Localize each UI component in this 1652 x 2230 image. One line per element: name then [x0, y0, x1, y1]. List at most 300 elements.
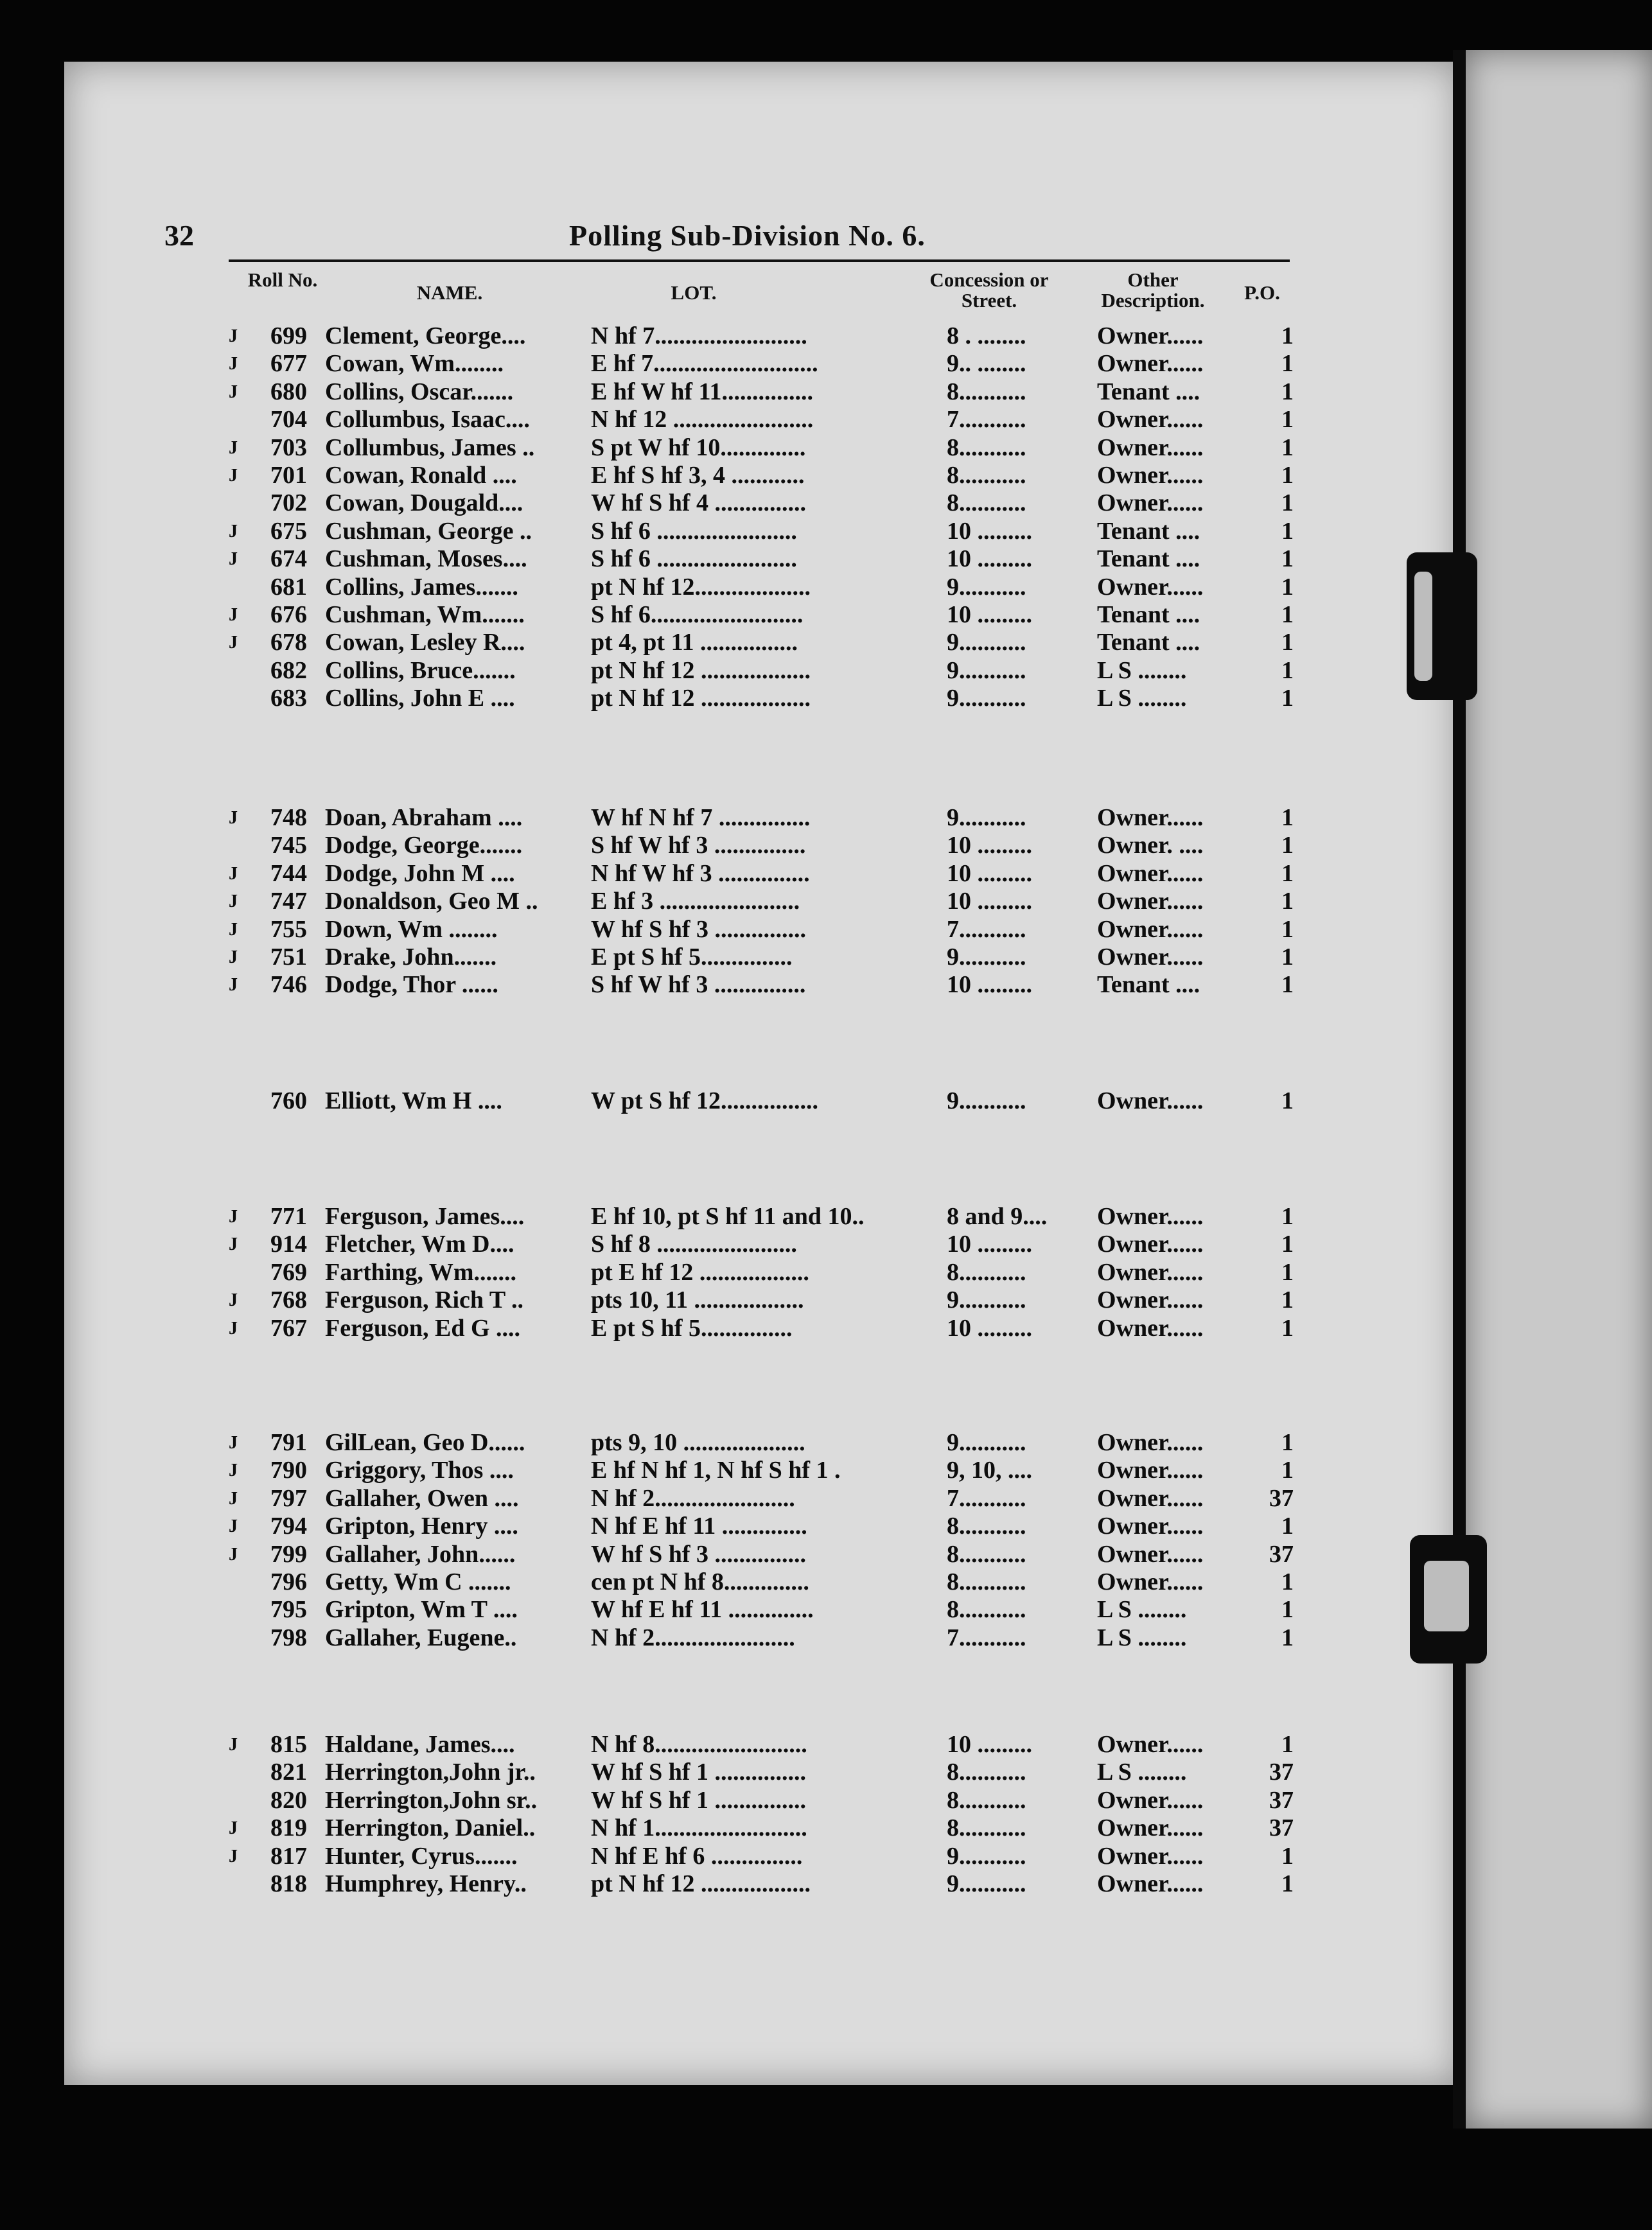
lot-description: N hf E hf 6 ............... — [591, 1842, 803, 1870]
concession: 8........... — [947, 1540, 1026, 1568]
post-office: 1 — [1281, 350, 1294, 378]
table-row — [229, 1870, 1295, 1898]
roll-number: 818 — [270, 1870, 307, 1897]
roll-flag: J — [229, 975, 238, 996]
voter-name: Drake, John....... — [325, 944, 497, 970]
post-office: 1 — [1281, 656, 1294, 684]
voter-name: Haldane, James.... — [325, 1731, 515, 1758]
lot-description: E pt S hf 5............... — [591, 1314, 793, 1342]
roll-number: 794 — [270, 1513, 307, 1540]
concession: 7........... — [947, 1484, 1026, 1512]
post-office: 37 — [1269, 1786, 1294, 1814]
concession: 7........... — [947, 915, 1026, 943]
col-lot-header: LOT. — [671, 281, 717, 304]
lot-description: W hf E hf 11 .............. — [591, 1596, 814, 1624]
roll-flag: J — [229, 808, 238, 828]
lot-description: N hf 1......................... — [591, 1814, 807, 1842]
other-description: L S ........ — [1097, 1759, 1187, 1786]
concession: 10 ......... — [947, 517, 1032, 545]
roll-flag: J — [229, 1318, 238, 1339]
roll-number: 745 — [270, 832, 307, 859]
roll-flag: J — [229, 1207, 238, 1227]
post-office: 1 — [1281, 601, 1294, 628]
roll-flag: J — [229, 437, 238, 458]
post-office: 1 — [1281, 378, 1294, 405]
lot-description: N hf 7......................... — [591, 322, 807, 349]
col-description-header: Other Description. — [1101, 268, 1205, 312]
voter-name: Griggory, Thos .... — [325, 1457, 514, 1484]
lot-description: W hf S hf 1 ............... — [591, 1759, 807, 1786]
roll-flag: J — [229, 382, 238, 402]
concession: 10 ......... — [947, 1314, 1032, 1342]
voter-name: Cushman, George .. — [325, 517, 532, 545]
voter-name: Down, Wm ........ — [325, 915, 498, 943]
roll-number: 680 — [270, 378, 307, 405]
roll-number: 821 — [270, 1759, 307, 1786]
voter-name: Cushman, Wm....... — [325, 601, 525, 628]
other-description: Owner...... — [1097, 1457, 1204, 1484]
post-office: 1 — [1281, 1286, 1294, 1314]
roll-number: 817 — [270, 1842, 307, 1870]
post-office: 37 — [1269, 1759, 1294, 1786]
table-row — [229, 518, 1295, 545]
table-row — [229, 1759, 1295, 1786]
table-row — [229, 804, 1295, 832]
voter-name: Cowan, Wm........ — [325, 350, 504, 378]
post-office: 1 — [1281, 1203, 1294, 1230]
concession: 9........... — [947, 573, 1026, 601]
roll-number: 701 — [270, 462, 307, 489]
roll-number: 769 — [270, 1258, 307, 1286]
roll-flag: J — [229, 947, 238, 967]
roll-number: 797 — [270, 1484, 307, 1512]
concession: 8........... — [947, 462, 1026, 489]
lot-description: S hf 6......................... — [591, 601, 804, 628]
concession: 9........... — [947, 629, 1026, 656]
roll-number: 674 — [270, 545, 307, 573]
roll-number: 767 — [270, 1314, 307, 1342]
other-description: Owner...... — [1097, 1484, 1204, 1512]
other-description: Owner...... — [1097, 1786, 1204, 1814]
lot-description: E hf 7........................... — [591, 350, 818, 378]
roll-number: 699 — [270, 322, 307, 349]
voter-name: Cushman, Moses.... — [325, 545, 527, 573]
roll-flag: J — [229, 633, 238, 653]
roll-flag: J — [229, 605, 238, 625]
post-office: 1 — [1281, 915, 1294, 943]
concession: 10 ......... — [947, 859, 1032, 887]
other-description: Owner...... — [1097, 1087, 1204, 1114]
roll-flag: J — [229, 1818, 238, 1839]
roll-number: 768 — [270, 1286, 307, 1314]
roll-flag: J — [229, 1488, 238, 1509]
voter-name: Dodge, John M .... — [325, 859, 515, 887]
table-row — [229, 545, 1295, 573]
lot-description: N hf 8......................... — [591, 1731, 807, 1758]
other-description: Owner...... — [1097, 350, 1204, 378]
table-row — [229, 1624, 1295, 1652]
roll-number: 820 — [270, 1786, 307, 1814]
table-row — [229, 832, 1295, 859]
other-description: Tenant .... — [1097, 629, 1200, 656]
roll-number: 791 — [270, 1429, 307, 1456]
concession: 8........... — [947, 1596, 1026, 1624]
voter-name: Getty, Wm C ....... — [325, 1568, 511, 1595]
roll-number: 815 — [270, 1731, 307, 1758]
table-row — [229, 462, 1295, 489]
post-office: 1 — [1281, 517, 1294, 545]
concession: 8........... — [947, 1513, 1026, 1540]
table-row — [229, 1814, 1295, 1842]
table-row — [229, 434, 1295, 462]
concession: 9.. ........ — [947, 350, 1026, 378]
concession: 8........... — [947, 1258, 1026, 1286]
voter-name: Dodge, Thor ...... — [325, 971, 498, 999]
table-row — [229, 489, 1295, 517]
other-description: L S ........ — [1097, 656, 1187, 684]
other-description: Tenant .... — [1097, 601, 1200, 628]
page-header — [164, 218, 1290, 259]
table-row — [229, 971, 1295, 999]
lot-description: pt 4, pt 11 ................ — [591, 629, 798, 656]
post-office: 37 — [1269, 1484, 1294, 1512]
table-row — [229, 574, 1295, 601]
table-row — [229, 1231, 1295, 1258]
roll-flag: J — [229, 354, 238, 374]
other-description: Owner...... — [1097, 434, 1204, 461]
roll-flag: J — [229, 1461, 238, 1481]
other-description: Owner...... — [1097, 915, 1204, 943]
voter-name: Herrington, Daniel.. — [325, 1814, 536, 1842]
voter-name: Gallaher, Owen .... — [325, 1484, 519, 1512]
table-row — [229, 1568, 1295, 1596]
lot-description: W hf S hf 3 ............... — [591, 915, 807, 943]
lot-description: cen pt N hf 8.............. — [591, 1568, 809, 1595]
lot-description: W pt S hf 12................ — [591, 1087, 819, 1114]
other-description: Owner...... — [1097, 804, 1204, 831]
lot-description: E hf S hf 3, 4 ............ — [591, 462, 805, 489]
concession: 10 ......... — [947, 601, 1032, 628]
table-row — [229, 916, 1295, 944]
roll-flag: J — [229, 549, 238, 570]
voter-name: Ferguson, Rich T .. — [325, 1286, 523, 1314]
voter-name: Herrington,John sr.. — [325, 1786, 538, 1814]
lot-description: W hf S hf 1 ............... — [591, 1786, 807, 1814]
adjacent-page — [1466, 50, 1652, 2129]
binder-clip-top — [1407, 552, 1477, 700]
other-description: Owner...... — [1097, 406, 1204, 434]
table-row — [229, 1485, 1295, 1513]
lot-description: E hf N hf 1, N hf S hf 1 . — [591, 1457, 841, 1484]
concession: 9........... — [947, 685, 1026, 712]
table-row — [229, 860, 1295, 888]
post-office: 1 — [1281, 832, 1294, 859]
post-office: 1 — [1281, 1429, 1294, 1456]
lot-description: pts 10, 11 .................. — [591, 1286, 804, 1314]
table-row — [229, 1787, 1295, 1814]
post-office: 1 — [1281, 1513, 1294, 1540]
roll-flag: J — [229, 1290, 238, 1311]
other-description: Owner...... — [1097, 1314, 1204, 1342]
other-description: Owner...... — [1097, 1568, 1204, 1595]
roll-number: 744 — [270, 859, 307, 887]
other-description: Owner...... — [1097, 888, 1204, 915]
voter-name: Collins, Oscar....... — [325, 378, 514, 405]
voter-name: Ferguson, Ed G .... — [325, 1314, 521, 1342]
voter-name: GilLean, Geo D...... — [325, 1429, 525, 1456]
other-description: L S ........ — [1097, 685, 1187, 712]
other-description: Owner...... — [1097, 1203, 1204, 1230]
other-description: Tenant .... — [1097, 517, 1200, 545]
concession: 8........... — [947, 1759, 1026, 1786]
other-description: Owner...... — [1097, 1814, 1204, 1842]
concession: 9, 10, .... — [947, 1457, 1032, 1484]
lot-description: N hf E hf 11 .............. — [591, 1513, 807, 1540]
concession: 9........... — [947, 1870, 1026, 1897]
post-office: 1 — [1281, 545, 1294, 573]
concession: 10 ......... — [947, 832, 1032, 859]
voter-name: Herrington,John jr.. — [325, 1759, 536, 1786]
concession: 9........... — [947, 1429, 1026, 1456]
lot-description: pts 9, 10 .................... — [591, 1429, 805, 1456]
voter-name: Cowan, Lesley R.... — [325, 629, 525, 656]
voter-name: Humphrey, Henry.. — [325, 1870, 527, 1897]
roll-flag: J — [229, 919, 238, 940]
col-name-header: NAME. — [416, 281, 483, 304]
voter-name: Ferguson, James.... — [325, 1203, 525, 1230]
lot-description: S hf 8 ....................... — [591, 1231, 797, 1258]
other-description: Tenant .... — [1097, 971, 1200, 999]
roll-flag: J — [229, 1846, 238, 1866]
voter-name: Collumbus, James .. — [325, 434, 535, 461]
post-office: 1 — [1281, 1568, 1294, 1595]
binder-clip-bottom — [1410, 1535, 1487, 1664]
voter-name: Collins, James....... — [325, 573, 518, 601]
other-description: Owner...... — [1097, 462, 1204, 489]
table-row — [229, 350, 1295, 378]
other-description: Owner...... — [1097, 322, 1204, 349]
concession: 9........... — [947, 944, 1026, 970]
page-title: Polling Sub-Division No. 6. — [569, 219, 926, 252]
post-office: 1 — [1281, 944, 1294, 970]
table-row — [229, 1541, 1295, 1568]
lot-description: N hf 2....................... — [591, 1484, 795, 1512]
lot-description: S hf 6 ....................... — [591, 517, 797, 545]
concession: 10 ......... — [947, 888, 1032, 915]
table-row — [229, 1315, 1295, 1342]
other-description: Owner...... — [1097, 944, 1204, 970]
voter-name: Gripton, Wm T .... — [325, 1596, 518, 1624]
roll-number: 755 — [270, 915, 307, 943]
concession: 8........... — [947, 434, 1026, 461]
voter-name: Clement, George.... — [325, 322, 526, 349]
roll-number: 675 — [270, 517, 307, 545]
voter-name: Collins, John E .... — [325, 685, 515, 712]
table-row — [229, 1843, 1295, 1870]
roll-number: 703 — [270, 434, 307, 461]
post-office: 1 — [1281, 322, 1294, 349]
table-row — [229, 657, 1295, 685]
table-row — [229, 406, 1295, 434]
table-row — [229, 1457, 1295, 1484]
post-office: 1 — [1281, 1314, 1294, 1342]
lot-description: S pt W hf 10.............. — [591, 434, 806, 461]
lot-description: W hf S hf 4 ............... — [591, 489, 807, 517]
other-description: Tenant .... — [1097, 378, 1200, 405]
post-office: 37 — [1269, 1540, 1294, 1568]
roll-number: 746 — [270, 971, 307, 999]
roll-number: 819 — [270, 1814, 307, 1842]
roll-number: 760 — [270, 1087, 307, 1114]
post-office: 1 — [1281, 888, 1294, 915]
lot-description: S hf 6 ....................... — [591, 545, 797, 573]
roll-number: 914 — [270, 1231, 307, 1258]
roll-flag: J — [229, 466, 238, 486]
voter-name: Elliott, Wm H .... — [325, 1087, 502, 1114]
post-office: 1 — [1281, 489, 1294, 517]
concession: 10 ......... — [947, 971, 1032, 999]
table-row — [229, 1429, 1295, 1457]
post-office: 1 — [1281, 804, 1294, 831]
other-description: Owner...... — [1097, 1231, 1204, 1258]
table-row — [229, 1259, 1295, 1286]
concession: 9........... — [947, 1286, 1026, 1314]
concession: 8........... — [947, 489, 1026, 517]
other-description: Owner. .... — [1097, 832, 1204, 859]
roll-flag: J — [229, 521, 238, 541]
lot-description: pt N hf 12 .................. — [591, 685, 811, 712]
roll-number: 790 — [270, 1457, 307, 1484]
lot-description: N hf 12 ....................... — [591, 406, 814, 434]
lot-description: E hf 10, pt S hf 11 and 10.. — [591, 1203, 865, 1230]
concession: 9........... — [947, 1087, 1026, 1114]
voter-name: Farthing, Wm....... — [325, 1258, 517, 1286]
voter-name: Cowan, Dougald.... — [325, 489, 523, 517]
lot-description: E hf 3 ....................... — [591, 888, 800, 915]
concession: 8........... — [947, 1814, 1026, 1842]
voter-name: Hunter, Cyrus....... — [325, 1842, 518, 1870]
concession: 7........... — [947, 406, 1026, 434]
post-office: 1 — [1281, 573, 1294, 601]
lot-description: N hf 2....................... — [591, 1624, 795, 1651]
roll-flag: J — [229, 1544, 238, 1565]
voter-name: Gallaher, Eugene.. — [325, 1624, 517, 1651]
concession: 8........... — [947, 1568, 1026, 1595]
concession: 10 ......... — [947, 1231, 1032, 1258]
voter-name: Donaldson, Geo M .. — [325, 888, 538, 915]
post-office: 1 — [1281, 1596, 1294, 1624]
post-office: 1 — [1281, 859, 1294, 887]
concession: 9........... — [947, 1842, 1026, 1870]
roll-number: 751 — [270, 944, 307, 970]
post-office: 1 — [1281, 1731, 1294, 1758]
post-office: 1 — [1281, 1087, 1294, 1114]
roll-number: 799 — [270, 1540, 307, 1568]
concession: 8........... — [947, 1786, 1026, 1814]
post-office: 37 — [1269, 1814, 1294, 1842]
roll-number: 795 — [270, 1596, 307, 1624]
col-concession-header: Concession or Street. — [929, 268, 1049, 312]
table-row — [229, 1286, 1295, 1314]
roll-number: 682 — [270, 656, 307, 684]
table-row — [229, 378, 1295, 406]
roll-number: 681 — [270, 573, 307, 601]
roll-number: 771 — [270, 1203, 307, 1230]
other-description: Owner...... — [1097, 1731, 1204, 1758]
post-office: 1 — [1281, 1842, 1294, 1870]
roll-number: 796 — [270, 1568, 307, 1595]
col-po-header: P.O. — [1244, 281, 1280, 304]
post-office: 1 — [1281, 1457, 1294, 1484]
other-description: Owner...... — [1097, 859, 1204, 887]
header-rule — [229, 259, 1290, 262]
post-office: 1 — [1281, 1231, 1294, 1258]
table-row — [229, 1596, 1295, 1624]
roll-number: 747 — [270, 888, 307, 915]
concession: 9........... — [947, 656, 1026, 684]
table-row — [229, 888, 1295, 915]
roll-flag: J — [229, 863, 238, 884]
post-office: 1 — [1281, 1624, 1294, 1651]
lot-description: pt N hf 12................... — [591, 573, 811, 601]
roll-flag: J — [229, 1516, 238, 1537]
other-description: Owner...... — [1097, 1429, 1204, 1456]
roll-number: 702 — [270, 489, 307, 517]
other-description: Owner...... — [1097, 573, 1204, 601]
post-office: 1 — [1281, 971, 1294, 999]
table-row — [229, 629, 1295, 656]
voter-name: Dodge, George....... — [325, 832, 523, 859]
other-description: L S ........ — [1097, 1596, 1187, 1624]
roll-number: 678 — [270, 629, 307, 656]
roll-flag: J — [229, 326, 238, 346]
lot-description: N hf W hf 3 ............... — [591, 859, 810, 887]
col-roll-header: Roll No. — [247, 268, 318, 291]
voter-name: Collins, Bruce....... — [325, 656, 516, 684]
concession: 9........... — [947, 804, 1026, 831]
concession: 8........... — [947, 378, 1026, 405]
other-description: L S ........ — [1097, 1624, 1187, 1651]
roll-number: 748 — [270, 804, 307, 831]
voter-name: Collumbus, Isaac.... — [325, 406, 530, 434]
roll-number: 683 — [270, 685, 307, 712]
page-number: 32 — [164, 219, 194, 252]
other-description: Owner...... — [1097, 489, 1204, 517]
table-row — [229, 1087, 1295, 1115]
voter-name: Gripton, Henry .... — [325, 1513, 518, 1540]
post-office: 1 — [1281, 629, 1294, 656]
lot-description: W hf N hf 7 ............... — [591, 804, 811, 831]
other-description: Owner...... — [1097, 1286, 1204, 1314]
table-row — [229, 944, 1295, 971]
other-description: Owner...... — [1097, 1540, 1204, 1568]
table-row — [229, 685, 1295, 712]
lot-description: pt N hf 12 .................. — [591, 1870, 811, 1897]
table-row — [229, 601, 1295, 629]
voter-name: Gallaher, John...... — [325, 1540, 516, 1568]
table-row — [229, 1203, 1295, 1231]
lot-description: S hf W hf 3 ............... — [591, 971, 806, 999]
concession: 8 and 9.... — [947, 1203, 1048, 1230]
lot-description: W hf S hf 3 ............... — [591, 1540, 807, 1568]
other-description: Owner...... — [1097, 1870, 1204, 1897]
voter-name: Doan, Abraham .... — [325, 804, 523, 831]
other-description: Owner...... — [1097, 1513, 1204, 1540]
post-office: 1 — [1281, 685, 1294, 712]
table-row — [229, 322, 1295, 350]
roll-number: 704 — [270, 406, 307, 434]
concession: 8 . ........ — [947, 322, 1026, 349]
